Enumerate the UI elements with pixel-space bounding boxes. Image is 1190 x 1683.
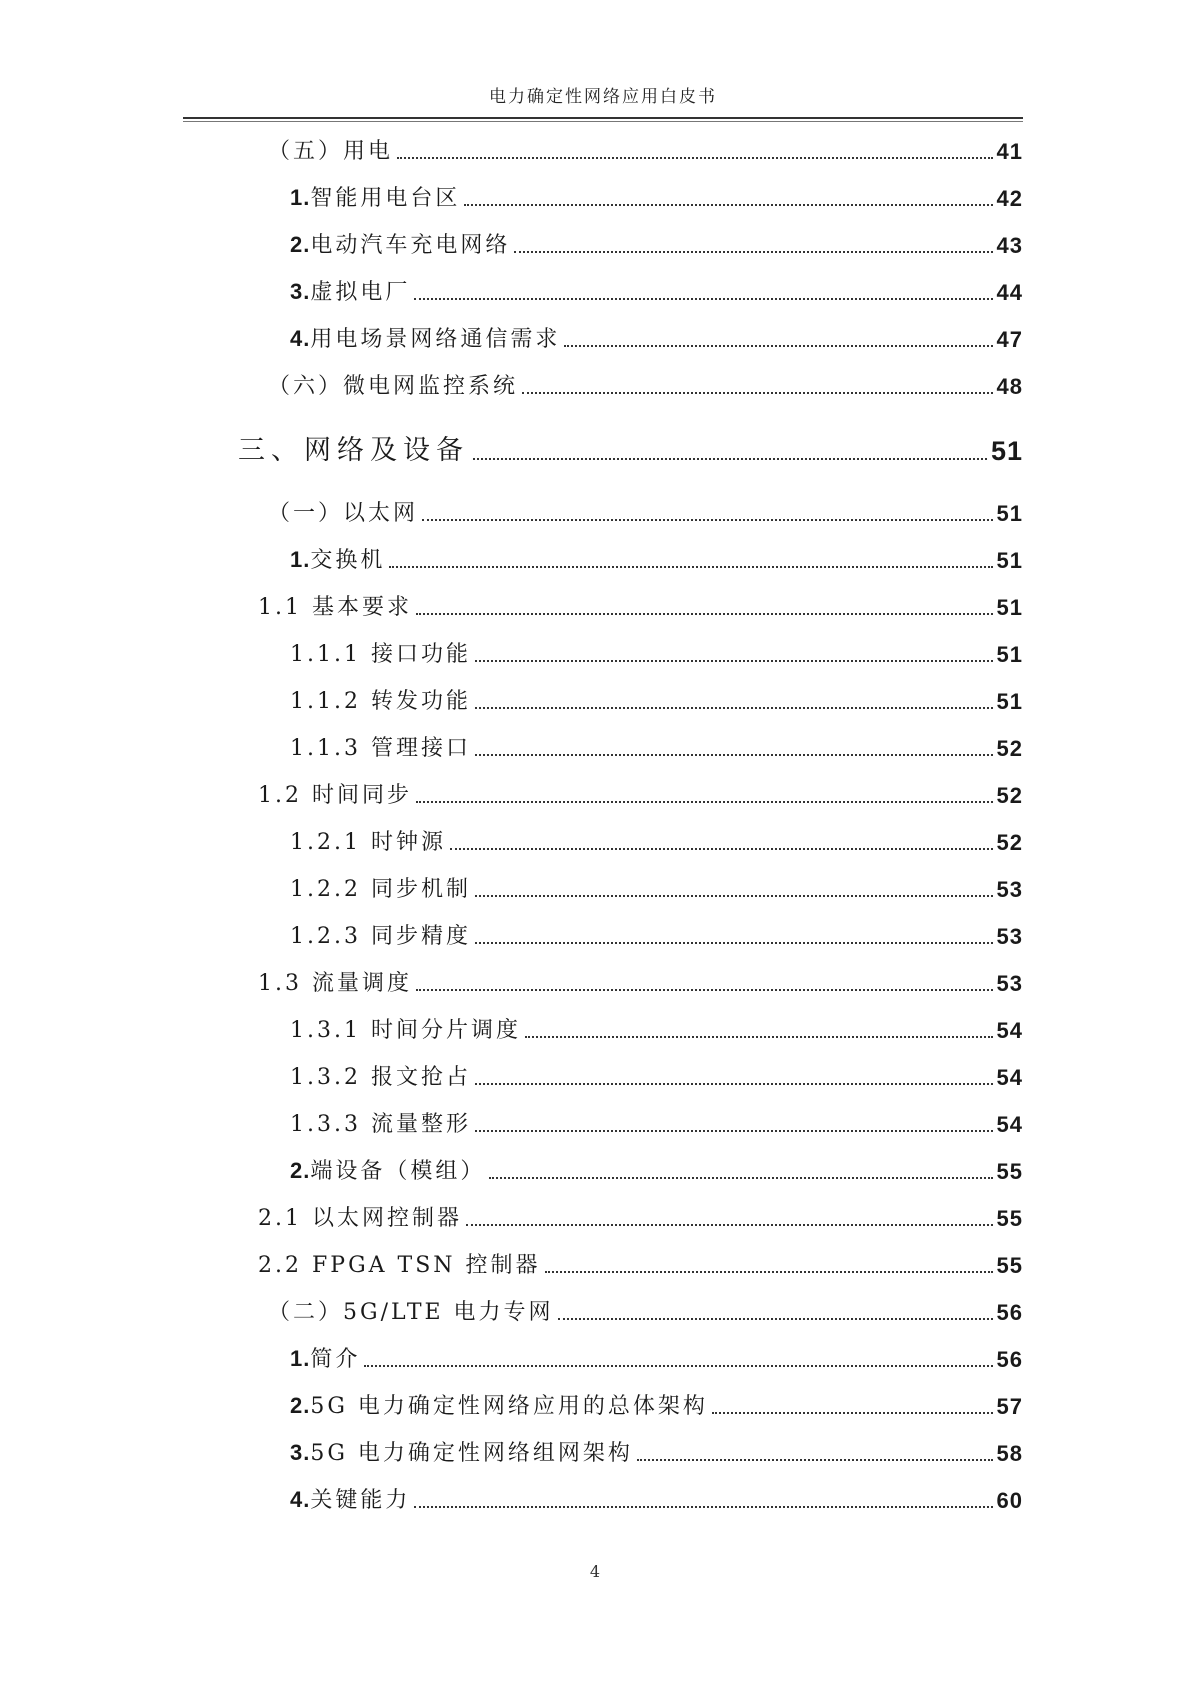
toc-page-number: 51 <box>996 595 1023 620</box>
toc-title: 同步机制 <box>370 877 471 902</box>
toc-entry[interactable] <box>290 1103 1023 1139</box>
toc-entry[interactable] <box>290 821 1023 857</box>
toc-page-number: 52 <box>996 830 1023 855</box>
toc-entry[interactable] <box>258 1197 1023 1233</box>
toc-title: 用电场景网络通信需求 <box>310 327 561 352</box>
toc-title: 网络及设备 <box>304 435 469 466</box>
leader-dots <box>475 942 993 944</box>
leader-dots <box>558 1318 993 1320</box>
leader-dots <box>416 613 993 615</box>
leader-dots <box>475 1130 993 1132</box>
toc-entry[interactable] <box>290 224 1023 260</box>
toc-entry-chapter[interactable] <box>238 426 1023 468</box>
toc-entry[interactable] <box>290 1338 1023 1374</box>
toc-prefix: 1.1.3 <box>290 736 361 761</box>
toc-prefix: （六） <box>268 374 344 399</box>
toc-prefix: （五） <box>268 139 344 164</box>
toc-page-number: 51 <box>990 436 1023 466</box>
toc-prefix: 1.1.2 <box>290 689 361 714</box>
toc-entry[interactable] <box>290 177 1023 213</box>
toc-prefix: 1.3.3 <box>290 1112 361 1137</box>
toc-entry[interactable] <box>290 680 1023 716</box>
toc-prefix: 1.2.1 <box>290 830 361 855</box>
toc-page-number: 55 <box>996 1253 1023 1278</box>
toc-prefix: 4. <box>290 326 311 351</box>
toc-title: 以太网控制器 <box>312 1206 463 1231</box>
toc-prefix: 1. <box>290 547 311 572</box>
toc-title: FPGA TSN 控制器 <box>312 1253 541 1278</box>
toc-page-number: 56 <box>996 1300 1023 1325</box>
toc-page-number: 47 <box>996 327 1023 352</box>
toc-title: 时间分片调度 <box>370 1018 521 1043</box>
toc-prefix: （一） <box>268 501 344 526</box>
leader-dots <box>545 1271 993 1273</box>
toc-page-number: 58 <box>996 1441 1023 1466</box>
leader-dots <box>364 1365 992 1367</box>
toc-title: 电动汽车充电网络 <box>310 233 511 258</box>
toc-entry[interactable] <box>258 1244 1023 1280</box>
toc-entry[interactable] <box>268 1291 1023 1327</box>
leader-dots <box>422 519 992 521</box>
toc-page-number: 48 <box>996 374 1023 399</box>
leader-dots <box>475 895 993 897</box>
toc-page-number: 56 <box>996 1347 1023 1372</box>
toc-entry[interactable] <box>268 365 1023 401</box>
leader-dots <box>522 392 992 394</box>
toc-page-number: 51 <box>996 548 1023 573</box>
toc-prefix: 1. <box>290 185 311 210</box>
toc-page-number: 44 <box>996 280 1023 305</box>
toc-title: 流量整形 <box>370 1112 471 1137</box>
toc-entry[interactable] <box>290 1150 1023 1186</box>
toc-entry[interactable] <box>290 1056 1023 1092</box>
toc-page-number: 53 <box>996 971 1023 996</box>
leader-dots <box>525 1036 993 1038</box>
toc-page-number: 52 <box>996 783 1023 808</box>
toc-title: 智能用电台区 <box>310 186 461 211</box>
leader-dots <box>475 754 993 756</box>
toc-page-number: 60 <box>996 1488 1023 1513</box>
leader-dots <box>637 1459 993 1461</box>
toc-page-number: 53 <box>996 877 1023 902</box>
toc-title: 5G 电力确定性网络组网架构 <box>310 1441 633 1466</box>
toc-prefix: 三、 <box>238 435 304 466</box>
leader-dots <box>466 1224 993 1226</box>
leader-dots <box>450 848 993 850</box>
toc-page-number: 55 <box>996 1206 1023 1231</box>
toc-page-number: 51 <box>996 642 1023 667</box>
toc-title: 基本要求 <box>312 595 413 620</box>
toc-entry[interactable] <box>290 1479 1023 1515</box>
leader-dots <box>414 1506 992 1508</box>
leader-dots <box>414 298 992 300</box>
toc-title: 微电网监控系统 <box>343 374 519 399</box>
toc-entry[interactable] <box>290 915 1023 951</box>
leader-dots <box>514 251 992 253</box>
toc-page-number: 52 <box>996 736 1023 761</box>
toc-prefix: 1.2 <box>258 783 302 808</box>
toc-entry[interactable] <box>290 868 1023 904</box>
leader-dots <box>473 458 987 460</box>
leader-dots <box>475 707 993 709</box>
toc-prefix: 1.1 <box>258 595 302 620</box>
toc-entry[interactable] <box>258 962 1023 998</box>
toc-title: 时钟源 <box>370 830 446 855</box>
toc-title: 以太网 <box>343 501 419 526</box>
page-number: 4 <box>589 1562 601 1581</box>
toc-entry[interactable] <box>290 271 1023 307</box>
leader-dots <box>475 660 993 662</box>
toc-prefix: 2. <box>290 232 311 257</box>
toc-prefix: 3. <box>290 1440 311 1465</box>
toc-title: 用电 <box>343 139 394 164</box>
toc-page-number: 54 <box>996 1018 1023 1043</box>
toc-title: 端设备（模组） <box>310 1159 486 1184</box>
toc-entry[interactable] <box>290 727 1023 763</box>
toc-prefix: 4. <box>290 1487 311 1512</box>
toc-entry[interactable] <box>290 1385 1023 1421</box>
toc-entry[interactable] <box>290 1009 1023 1045</box>
toc-page-number: 54 <box>996 1065 1023 1090</box>
leader-dots <box>564 345 992 347</box>
toc-prefix: 2.1 <box>258 1206 302 1231</box>
leader-dots <box>416 801 993 803</box>
toc-prefix: 1.3 <box>258 971 302 996</box>
toc-entry[interactable] <box>258 774 1023 810</box>
leader-dots <box>397 157 992 159</box>
toc-prefix: 1.3.2 <box>290 1065 361 1090</box>
toc-prefix: 2. <box>290 1158 311 1183</box>
toc-title: 关键能力 <box>310 1488 411 1513</box>
toc-title: 虚拟电厂 <box>310 280 411 305</box>
leader-dots <box>389 566 992 568</box>
toc-title: 5G 电力确定性网络应用的总体架构 <box>310 1394 708 1419</box>
toc-title: 管理接口 <box>370 736 471 761</box>
toc-title: 同步精度 <box>370 924 471 949</box>
toc-prefix: 1. <box>290 1346 311 1371</box>
leader-dots <box>489 1177 992 1179</box>
toc-title: 时间同步 <box>312 783 413 808</box>
leader-dots <box>475 1083 993 1085</box>
toc-title: 交换机 <box>310 548 386 573</box>
toc-page-number: 51 <box>996 689 1023 714</box>
toc-title: 简介 <box>310 1347 361 1372</box>
toc-entry[interactable] <box>290 633 1023 669</box>
toc-page-number: 54 <box>996 1112 1023 1137</box>
leader-dots <box>712 1412 993 1414</box>
toc-page-number: 51 <box>996 501 1023 526</box>
toc-entry[interactable] <box>290 318 1023 354</box>
toc-title: 5G/LTE 电力专网 <box>343 1300 554 1325</box>
toc-entry[interactable] <box>268 130 1023 166</box>
leader-dots <box>416 989 993 991</box>
toc-prefix: 1.2.3 <box>290 924 361 949</box>
leader-dots <box>464 204 992 206</box>
toc-page-number: 41 <box>996 139 1023 164</box>
toc-entry[interactable] <box>290 539 1023 575</box>
toc-entry[interactable] <box>258 586 1023 622</box>
toc-entry[interactable] <box>290 1432 1023 1468</box>
toc-title: 报文抢占 <box>370 1065 471 1090</box>
toc-page-number: 53 <box>996 924 1023 949</box>
toc-prefix: 2. <box>290 1393 311 1418</box>
toc-prefix: 2.2 <box>258 1253 302 1278</box>
toc-prefix: 3. <box>290 279 311 304</box>
toc-title: 转发功能 <box>370 689 471 714</box>
toc-prefix: 1.1.1 <box>290 642 361 667</box>
toc-page-number: 55 <box>996 1159 1023 1184</box>
toc-prefix: 1.3.1 <box>290 1018 361 1043</box>
toc-page-number: 42 <box>996 186 1023 211</box>
toc-entry[interactable] <box>268 492 1023 528</box>
toc-page-number: 57 <box>996 1394 1023 1419</box>
toc-prefix: 1.2.2 <box>290 877 361 902</box>
toc-title: 接口功能 <box>370 642 471 667</box>
toc-page-number: 43 <box>996 233 1023 258</box>
toc-prefix: （二） <box>268 1300 344 1325</box>
toc-title: 流量调度 <box>312 971 413 996</box>
running-header: 电力确定性网络应用白皮书 <box>489 87 717 107</box>
